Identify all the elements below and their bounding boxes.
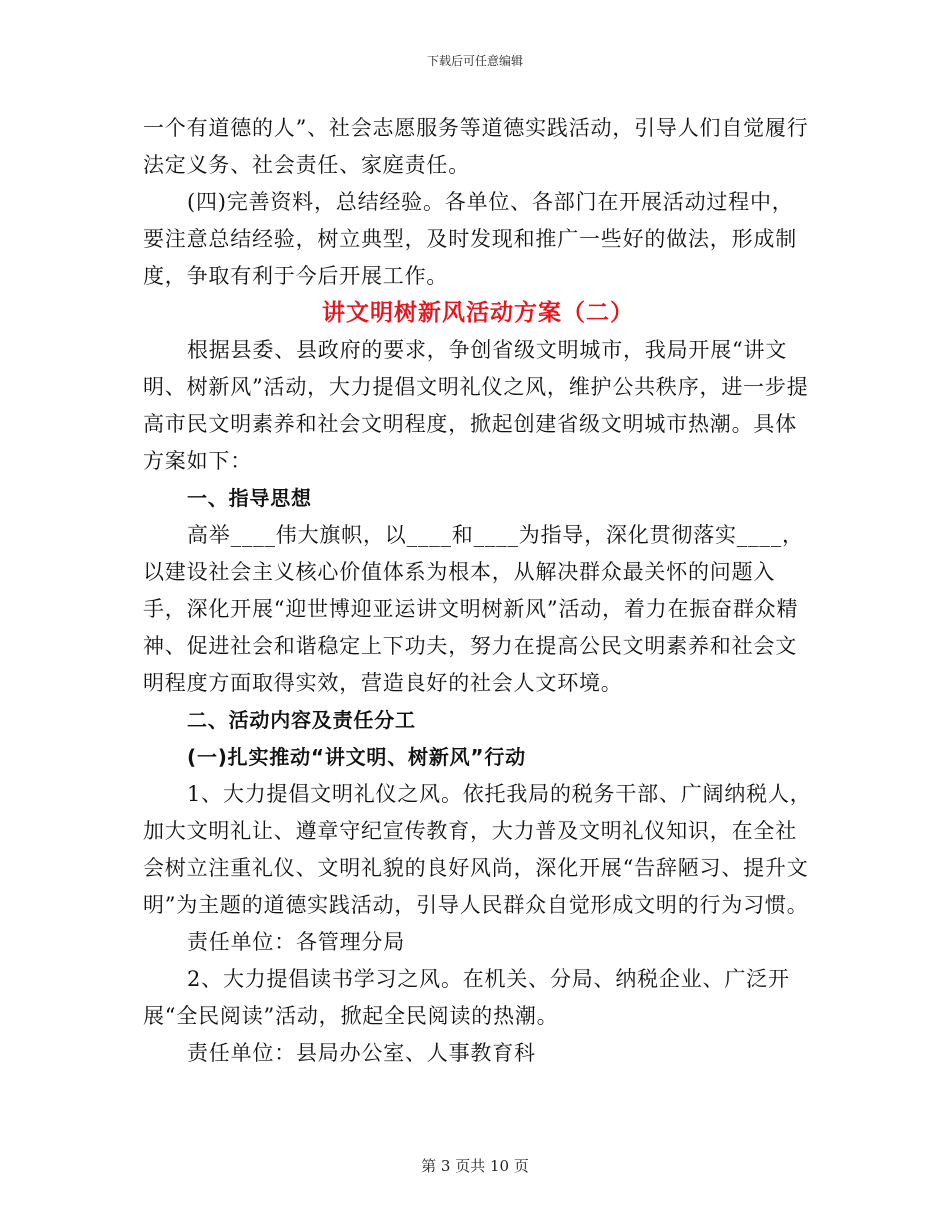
paragraph-4: 高举____伟大旗帜，以____和____为指导，深化贯彻落实____，以建设社会主义核心价值体系为根本，从解决群众最关怀的问题入手，深化开展“迎世博迎亚运讲文明树新风”活动，着力在振奋群众精神、促进社会和谐稳定上下功夫，努力在提高公民文明素养和社会文明程度方面取得实效，营造良好的社会人文环境。: [143, 523, 804, 695]
paragraph-6: 责任单位：各管理分局: [187, 930, 405, 954]
paragraph-7: 2、大力提倡读书学习之风。在机关、分局、纳税企业、广泛开展“全民阅读”活动，掀起全民阅读的热潮。: [143, 967, 790, 1028]
paragraph-2: (四)完善资料，总结经验。各单位、各部门在开展活动过程中，要注意总结经验，树立典型，及时发现和推广一些好的做法，形成制度，争取有利于今后开展工作。: [143, 190, 797, 288]
document-body: [143, 110, 813, 1072]
page-number: 第 3 页共 10 页: [421, 1157, 529, 1175]
paragraph-3: 根据县委、县政府的要求，争创省级文明城市，我局开展“讲文明、树新风”活动，大力提倡文明礼仪之风，维护公共秩序，进一步提高市民文明素养和社会文明程度，掀起创建省级文明城市热潮。具体方案如下：: [143, 338, 809, 473]
document-title: 讲文明树新风活动方案（二）: [322, 300, 634, 326]
paragraph-8: 责任单位：县局办公室、人事教育科: [187, 1041, 536, 1065]
section-heading-1: 一、指导思想: [187, 486, 312, 510]
paragraph-5: 1、大力提倡文明礼仪之风。依托我局的税务干部、广阔纳税人，加大文明礼让、遵章守纪宣传教育，大力普及文明礼仪知识，在全社会树立注重礼仪、文明礼貌的良好风尚，深化开展“告辞陋习、提升文明”为主题的道德实践活动，引导人民群众自觉形成文明的行为习惯。: [143, 782, 812, 917]
header-note: 下载后可任意编辑: [426, 54, 523, 68]
paragraph-1: 一个有道德的人”、社会志愿服务等道德实践活动，引导人们自觉履行法定义务、社会责任、家庭责任。: [143, 116, 809, 177]
subsection-heading-1: (一)扎实推动“讲文明、树新风”行动: [187, 745, 526, 769]
section-heading-2: 二、活动内容及责任分工: [187, 708, 416, 732]
